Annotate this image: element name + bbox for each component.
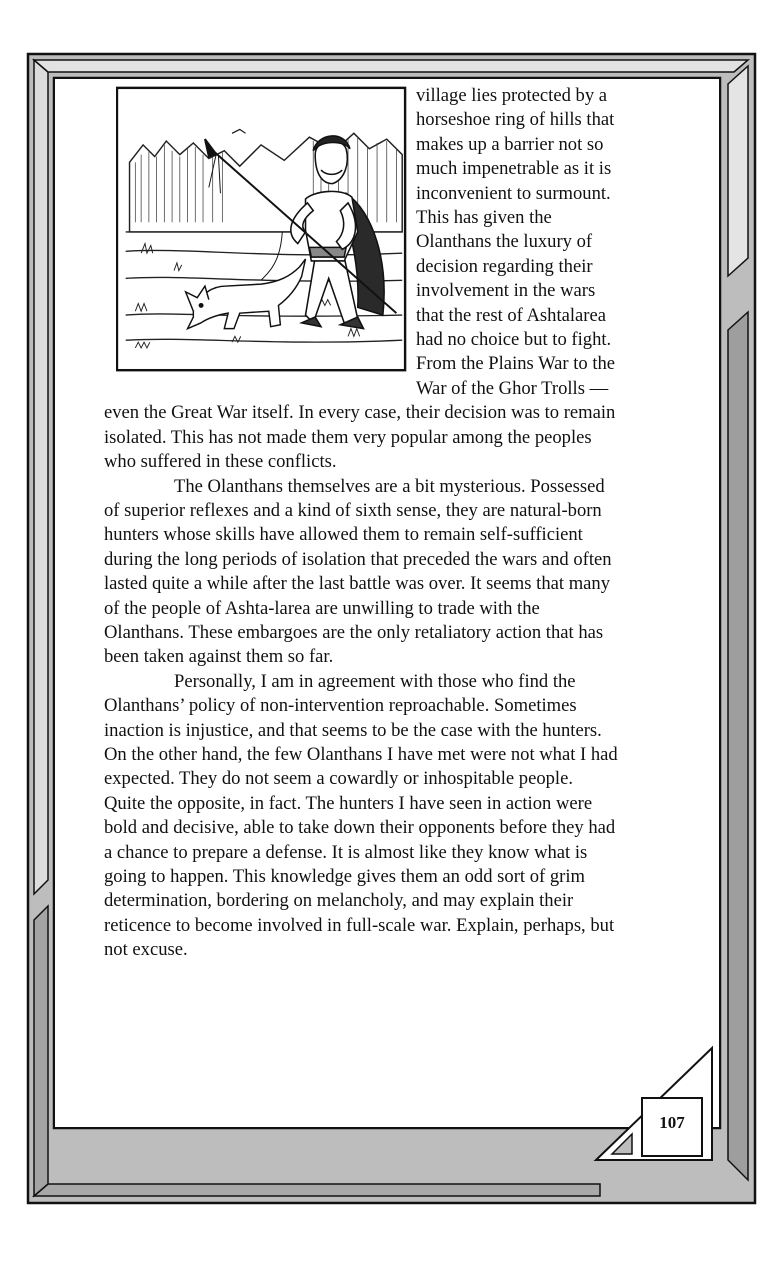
frame-bottom-stripe xyxy=(34,1184,600,1196)
hunter-illustration xyxy=(116,84,408,376)
frame-top-stripe xyxy=(34,60,748,72)
paragraph-1: village lies protected by a horseshoe ring of hills that makes up a barrier not so much impenetrable as it is inconvenient to surmount. This has given the Olanthans the luxury of decision regarding their involvement in the wars that the rest of Ashtalarea had no choice but to fight. From the Plains War to the War of the Ghor Trolls — even the Great War itself. In every case, their decision was to remain isolated. This has not made them very popular among the peoples who suffered in these conflicts. xyxy=(104,85,616,473)
frame-right-lower xyxy=(728,312,748,1180)
illustration-wrap xyxy=(104,84,416,384)
paragraph-2: The Olanthans themselves are a bit mysterious. Possessed of superior reflexes and a kind of sixth sense, they are natural-born hunters whose skills have allowed them to remain self-sufficient during the long periods of isolation that preceded the wars and often lasted quite a while after the last battle was over. It seems that many of the people of Ashta-larea are unwilling to trade with the Olanthans. These embargoes are the only retaliatory action that has been taken against them so far. xyxy=(104,475,612,668)
frame-left-lower xyxy=(34,906,48,1196)
body-text xyxy=(104,84,618,1044)
paragraph-3: Personally, I am in agreement with those who find the Olanthans’ policy of non-intervention reproachable. Sometimes inaction is injustice, and that seems to be the case with the hunters. On the other hand, the few Olanthans I have met were not what I had expected. They do not seem a cowardly or inhospitable people. Quite the opposite, in fact. The hunters I have seen in action were bold and decisive, able to take down their opponents before they had a chance to prepare a defense. It is almost like they know what is going to happen. This knowledge gives them an odd sort of grim determination, bordering on melancholy, and may explain their reticence to become involved in full-scale war. Explain, perhaps, but not excuse. xyxy=(104,670,618,961)
frame-left-stripe xyxy=(34,60,48,894)
page-number: 107 xyxy=(659,1113,685,1132)
frame-right-upper xyxy=(728,66,748,276)
